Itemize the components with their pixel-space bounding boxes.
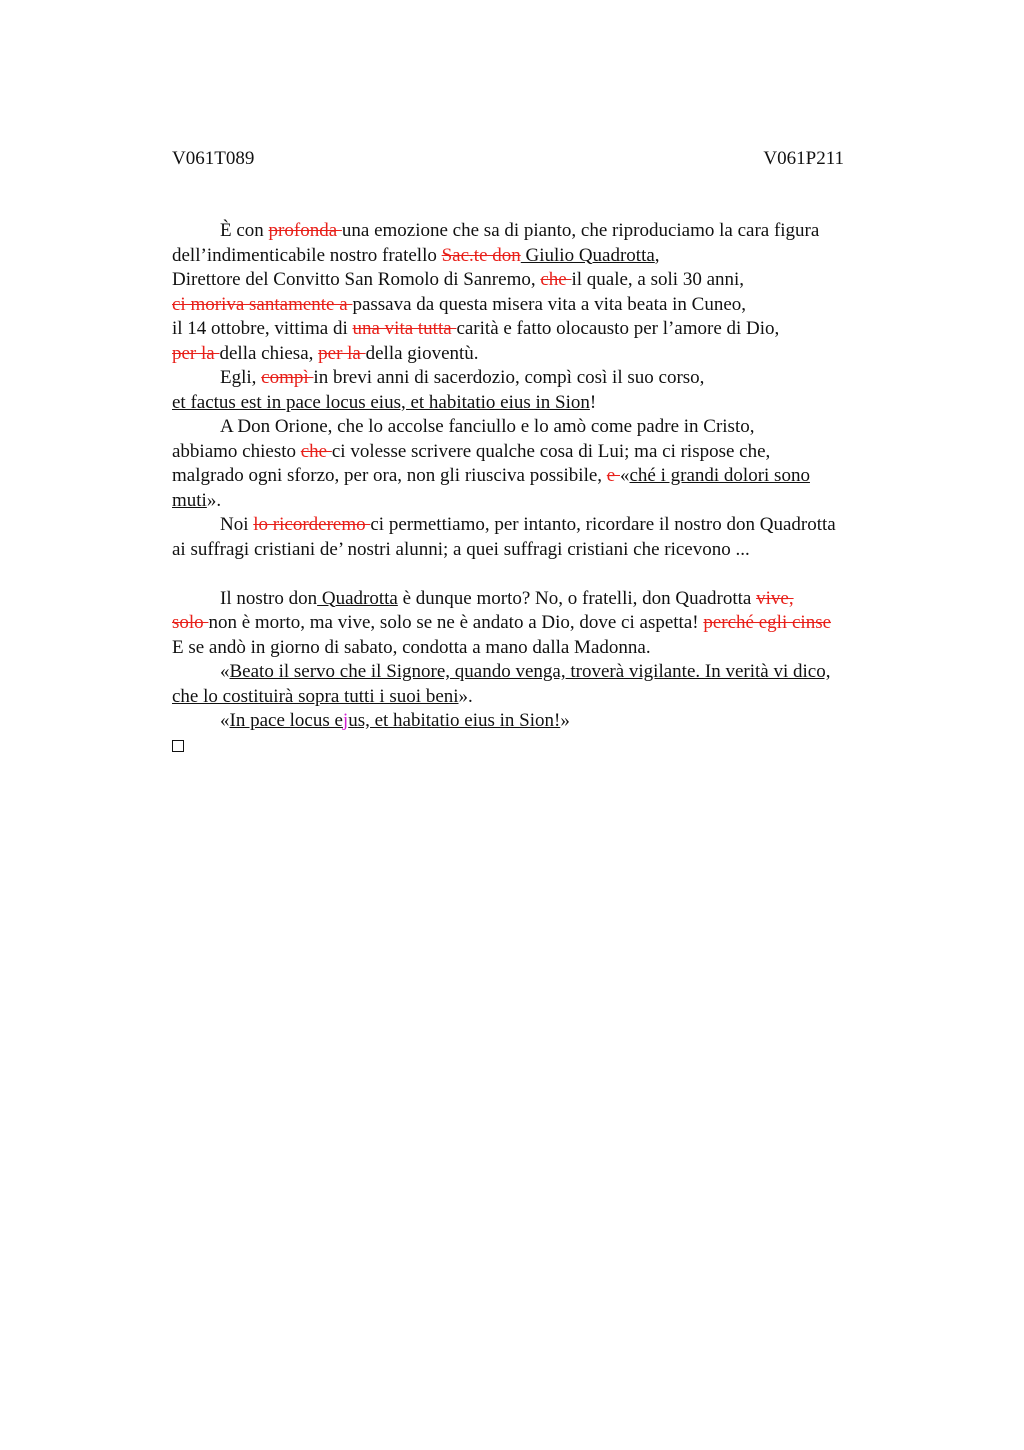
- text-run: «: [619, 465, 630, 486]
- inserted-letter: j: [342, 710, 349, 731]
- text-run: Direttore del Convitto San Romolo di Sanremo,: [172, 269, 541, 290]
- deleted-text: solo: [172, 612, 209, 633]
- underlined-text: Giulio Quadrotta: [520, 244, 655, 266]
- text-run: »: [560, 710, 570, 731]
- text-line: [172, 244, 902, 269]
- text-run: della gioventù.: [365, 342, 479, 364]
- text-line: [172, 366, 902, 391]
- text-line: [172, 268, 902, 293]
- deleted-text: profonda: [268, 220, 342, 241]
- underlined-text: In pace locus e: [229, 710, 343, 731]
- text-run: Il nostro don: [220, 587, 318, 609]
- text-line: [172, 415, 902, 440]
- text-line: [172, 464, 902, 489]
- text-run: «: [220, 661, 230, 682]
- text-line: [172, 538, 902, 563]
- text-line: [172, 489, 902, 514]
- text-run: è dunque morto? No, o fratelli, don Quadrotta: [397, 587, 757, 609]
- text-run: dell’indimenticabile nostro fratello: [172, 244, 442, 266]
- text-run: carità e fatto olocausto per l’amore di Dio,: [456, 318, 780, 339]
- text-run: A Don Orione, che lo accolse fanciullo e lo amò come padre in Cristo,: [220, 416, 755, 437]
- end-marker-line: [172, 734, 902, 759]
- deleted-text: compì: [261, 367, 314, 388]
- paragraph-gap: [172, 562, 902, 587]
- text-line: [172, 587, 902, 612]
- underlined-text: Beato il servo che il Signore, quando venga, troverà vigilante. In verità vi dico,: [229, 661, 831, 682]
- text-run: il quale, a soli 30 anni,: [571, 269, 745, 290]
- text-line: [172, 440, 902, 465]
- text-run: malgrado ogni sforzo, per ora, non gli riusciva possibile,: [172, 465, 607, 486]
- deleted-text: e: [606, 465, 620, 486]
- document-code-right: V061P211: [763, 148, 844, 169]
- text-line: [172, 391, 902, 416]
- text-run: della chiesa,: [219, 342, 319, 364]
- text-run: !: [589, 391, 597, 413]
- text-run: abbiamo chiesto: [172, 440, 301, 462]
- deleted-text: che: [540, 269, 572, 290]
- text-line: [172, 293, 902, 318]
- document-code-left: V061T089: [172, 148, 255, 169]
- deleted-text: ci moriva santamente a: [172, 293, 353, 315]
- deleted-text: lo ricorderemo: [253, 514, 371, 535]
- text-run: passava da questa misera vita a vita beata in Cuneo,: [352, 293, 747, 315]
- text-run: È con: [220, 220, 269, 241]
- text-line: [172, 685, 902, 710]
- text-line: [172, 342, 902, 367]
- text-run: ».: [206, 489, 222, 511]
- text-run: in brevi anni di sacerdozio, compì così il suo corso,: [313, 367, 705, 388]
- deleted-text: per la: [172, 342, 220, 364]
- underlined-text: ché i grandi dolori sono: [629, 465, 810, 486]
- deleted-text: una vita tutta: [352, 318, 457, 339]
- underlined-text: che lo costituirà sopra tutti i suoi beni: [172, 685, 459, 707]
- text-run: Egli,: [220, 367, 262, 388]
- deleted-text: per la: [318, 342, 366, 364]
- underlined-text: muti: [172, 489, 207, 511]
- underlined-text: us, et habitatio eius in Sion!: [348, 710, 561, 731]
- text-line: [172, 219, 902, 244]
- document-body: [172, 219, 902, 758]
- text-line: [172, 636, 902, 661]
- empty-square-icon: [172, 740, 184, 752]
- deleted-text: don: [487, 244, 521, 266]
- text-run: non è morto, ma vive, solo se ne è andato a Dio, dove ci aspetta!: [208, 612, 704, 633]
- deleted-text: Sac.te: [441, 244, 488, 266]
- text-run: E se andò in giorno di sabato, condotta a mano dalla Madonna.: [172, 636, 651, 658]
- text-run: ».: [458, 685, 473, 707]
- page-header: [172, 146, 844, 172]
- text-run: Noi: [220, 514, 254, 535]
- underlined-text: et factus est in pace locus eius, et habitatio eius in Sion: [172, 391, 590, 413]
- text-run: «: [220, 710, 230, 731]
- text-line: [172, 660, 902, 685]
- text-line: [172, 513, 902, 538]
- text-line: [172, 317, 902, 342]
- text-run: ci volesse scrivere qualche cosa di Lui; ma ci rispose che,: [331, 440, 771, 462]
- text-run: ,: [654, 244, 660, 266]
- text-run: il 14 ottobre, vittima di: [172, 318, 353, 339]
- deleted-text: vive,: [756, 587, 794, 609]
- deleted-text: che: [300, 440, 332, 462]
- text-run: una emozione che sa di pianto, che riproduciamo la cara figura: [341, 220, 820, 241]
- text-line: [172, 611, 902, 636]
- underlined-text: Quadrotta: [317, 587, 398, 609]
- deleted-text: perché egli cinse: [703, 612, 832, 633]
- text-run: ai suffragi cristiani de’ nostri alunni; a quei suffragi cristiani che ricevono ...: [172, 538, 750, 560]
- text-line: [172, 709, 902, 734]
- text-run: ci permettiamo, per intanto, ricordare il nostro don Quadrotta: [370, 514, 836, 535]
